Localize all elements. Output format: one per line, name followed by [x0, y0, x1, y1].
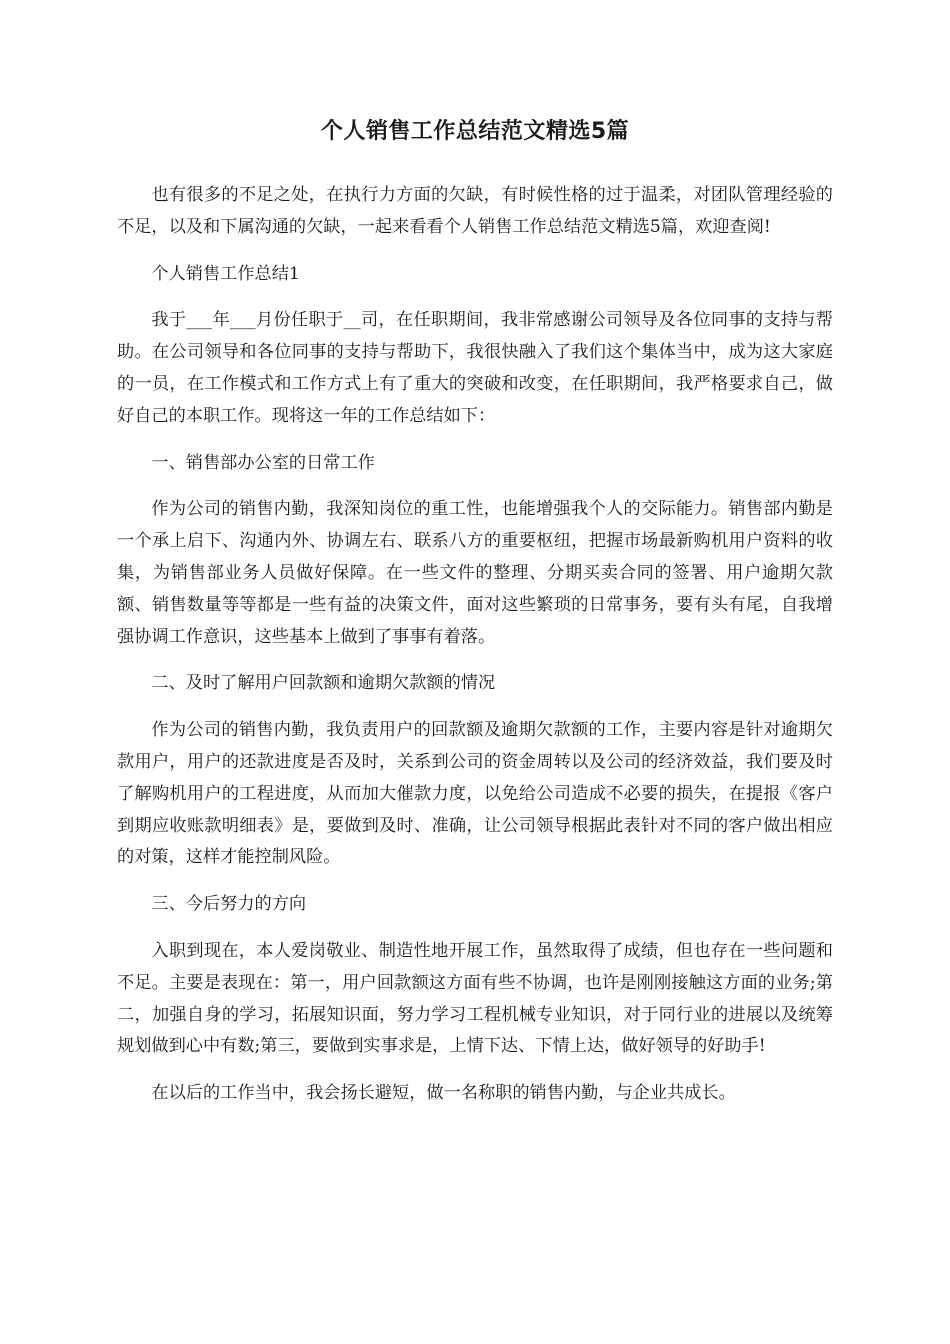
intro-paragraph: 也有很多的不足之处，在执行力方面的欠缺，有时候性格的过于温柔，对团队管理经验的不足，以及和下属沟通的欠缺，一起来看看个人销售工作总结范文精选5篇，欢迎查阅! [117, 185, 833, 237]
section-title: 个人销售工作总结1 [151, 263, 300, 284]
heading-future-direction: 三、今后努力的方向 [151, 894, 307, 915]
paragraph-daily-work: 作为公司的销售内勤，我深知岗位的重工性，也能增强我个人的交际能力。销售部内勤是一个承上启下、沟通内外、协调左右、联系八方的重要枢纽，把握市场最新购机用户资料的收集，为销售部业务人员做好保障。在一些文件的整理、分期买卖合同的签署、用户逾期欠款额、销售数量等等都是一些有益的决策文件，面对这些繁琐的日常事务，要有头有尾，自我增强协调工作意识，这些基本上做到了事事有着落。 [117, 499, 833, 647]
closing-paragraph: 在以后的工作当中，我会扬长避短，做一名称职的销售内勤，与企业共成长。 [151, 1083, 736, 1104]
heading-daily-work: 一、销售部办公室的日常工作 [151, 452, 375, 473]
document-page [117, 112, 833, 1125]
paragraph-future-direction: 入职到现在，本人爱岗敬业、制造性地开展工作，虽然取得了成绩，但也存在一些问题和不足。主要是表现在：第一，用户回款额这方面有些不协调，也许是刚刚接触这方面的业务;第二，加强自身的学习，拓展知识面，努力学习工程机械专业知识，对于同行业的进展以及统筹规划做到心中有数;第三，要做到实事求是，上情下达、下情上达，做好领导的好助手! [117, 940, 833, 1057]
paragraph-payments: 作为公司的销售内勤，我负责用户的回款额及逾期欠款额的工作，主要内容是针对逾期欠款用户，用户的还款进度是否及时，关系到公司的资金周转以及公司的经济效益，我们要及时了解购机用户的工程进度，从而加大催款力度，以免给公司造成不必要的损失，在提报《客户到期应收账款明细表》是，要做到及时、准确，让公司领导根据此表针对不同的客户做出相应的对策，这样才能控制风险。 [117, 720, 833, 868]
heading-payments: 二、及时了解用户回款额和逾期欠款额的情况 [151, 673, 496, 694]
opening-paragraph: 我于___年___月份任职于__司，在任职期间，我非常感谢公司领导及各位同事的支持与帮助。在公司领导和各位同事的支持与帮助下，我很快融入了我们这个集体当中，成为这大家庭的一员，在工作模式和工作方式上有了重大的突破和改变，在任职期间，我严格要求自己，做好自己的本职工作。现将这一年的工作总结如下： [117, 310, 833, 426]
document-title: 个人销售工作总结范文精选5篇 [320, 119, 630, 144]
